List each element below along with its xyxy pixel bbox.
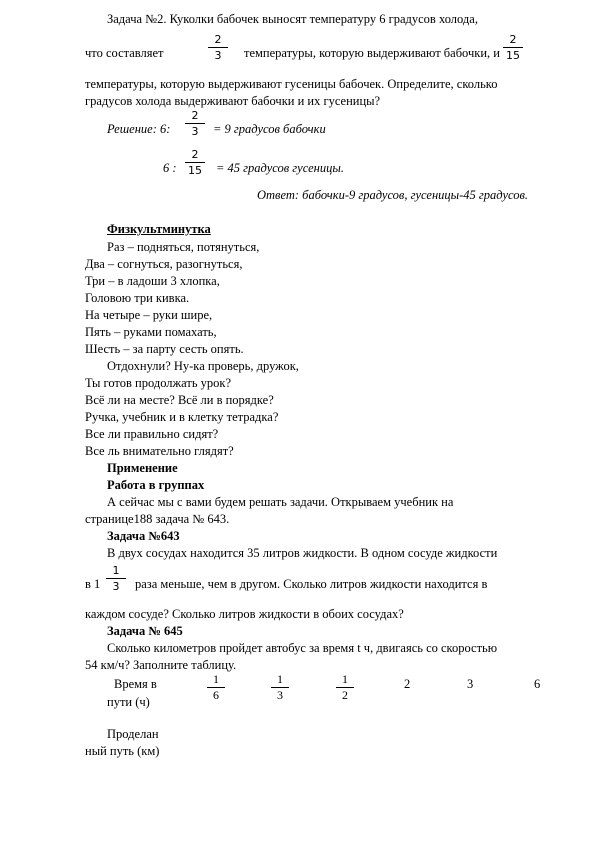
solution-result-2: = 45 градусов гусеницы. [216, 161, 344, 175]
fraction-bar [503, 47, 523, 48]
poem-line: Все ли правильно сидят? [85, 427, 219, 441]
table-row1-label-b: пути (ч) [107, 695, 150, 709]
task643-line2-end: раза меньше, чем в другом. Сколько литров жидкости находится в [135, 577, 488, 591]
poem-line: Отдохнули? Ну-ка проверь, дружок, [107, 359, 299, 373]
task2-line3: температуры, которую выдерживают гусеницы бабочек. Определите, сколько [85, 77, 498, 91]
application-heading: Применение [107, 461, 178, 475]
fraction-numerator: 1 [213, 672, 219, 686]
fraction-two-thirds [208, 33, 228, 62]
fraction-denominator: 6 [213, 688, 219, 702]
fraction-numerator: 1 [112, 564, 120, 577]
table-fraction-one-third [271, 673, 289, 702]
solution-fraction-1 [185, 109, 205, 138]
task645-line1: Сколько километров пройдет автобус за время t ч, двигаясь со скоростью [107, 641, 498, 655]
task2-line2-end: температуры, которую выдерживают бабочки, и [244, 46, 500, 60]
fraction-bar [185, 162, 205, 163]
fraction-denominator: 2 [342, 688, 348, 702]
answer-text: Ответ: бабочки-9 градусов, гусеницы-45 градусов. [257, 188, 529, 202]
table-fraction-one-half [336, 673, 354, 702]
intro-line1: А сейчас мы с вами будем решать задачи. Открываем учебник на [107, 495, 454, 509]
fraction-numerator: 2 [509, 33, 517, 46]
fraction-numerator: 1 [342, 672, 348, 686]
fraction-numerator: 2 [191, 109, 199, 122]
fraction-denominator: 3 [191, 125, 199, 138]
table-value-6: 6 [534, 677, 541, 691]
task643-line2-start: в 1 [85, 577, 101, 591]
solution-label-2: 6 : [163, 161, 177, 175]
poem-line: Все ль внимательно глядят? [85, 444, 234, 458]
task645-line2: 54 км/ч? Заполните таблицу. [85, 658, 237, 672]
task643-title: Задача №643 [107, 529, 180, 543]
fraction-bar [208, 47, 228, 48]
solution-fraction-2 [185, 148, 205, 177]
intro-line2: странице188 задача № 643. [85, 512, 230, 526]
poem-line: Два – согнуться, разогнуться, [85, 257, 243, 271]
task2-line2-start: что составляет [85, 46, 164, 60]
poem-line: Шесть – за парту сесть опять. [85, 342, 244, 356]
table-row1-label-a: Время в [114, 677, 157, 691]
poem-line: Раз – подняться, потянуться, [107, 240, 260, 254]
fraction-two-fifteenths [503, 33, 523, 62]
task645-title: Задача № 645 [107, 624, 183, 638]
table-row2-label-b: ный путь (км) [85, 744, 160, 758]
fraction-numerator: 1 [277, 672, 283, 686]
task2-line4: градусов холода выдерживают бабочки и их гусеницы? [85, 94, 381, 108]
table-value-2: 2 [404, 677, 411, 691]
fraction-numerator: 2 [214, 33, 222, 46]
table-row2-label-a: Проделан [107, 727, 159, 741]
fraction-bar [185, 123, 205, 124]
fraction-denominator: 3 [277, 688, 283, 702]
fraction-one-third [106, 564, 126, 593]
fraction-denominator: 15 [188, 164, 202, 177]
poem-line: На четыре – руки шире, [85, 308, 213, 322]
group-work-heading: Работа в группах [107, 478, 205, 492]
task643-line1: В двух сосудах находится 35 литров жидкости. В одном сосуде жидкости [107, 546, 498, 560]
solution-label: Решение: 6: [107, 122, 171, 136]
task2-line1: Задача №2. Куколки бабочек выносят температуру 6 градусов холода, [107, 12, 478, 26]
solution-result-1: = 9 градусов бабочки [213, 122, 326, 136]
fraction-denominator: 3 [214, 49, 222, 62]
table-value-3: 3 [467, 677, 474, 691]
table-fraction-one-sixth [207, 673, 225, 702]
poem-line: Ты готов продолжать урок? [85, 376, 232, 390]
fraction-denominator: 3 [112, 580, 120, 593]
poem-line: Всё ли на месте? Всё ли в порядке? [85, 393, 274, 407]
poem-line: Пять – руками помахать, [85, 325, 217, 339]
task643-line3: каждом сосуде? Сколько литров жидкости в обоих сосудах? [85, 607, 404, 621]
fraction-numerator: 2 [191, 148, 199, 161]
poem-line: Три – в ладоши 3 хлопка, [85, 274, 220, 288]
fraction-bar [106, 578, 126, 579]
fizminutka-title: Физкультминутка [107, 222, 211, 236]
fraction-denominator: 15 [506, 49, 520, 62]
poem-line: Ручка, учебник и в клетку тетрадка? [85, 410, 279, 424]
poem-line: Головою три кивка. [85, 291, 190, 305]
